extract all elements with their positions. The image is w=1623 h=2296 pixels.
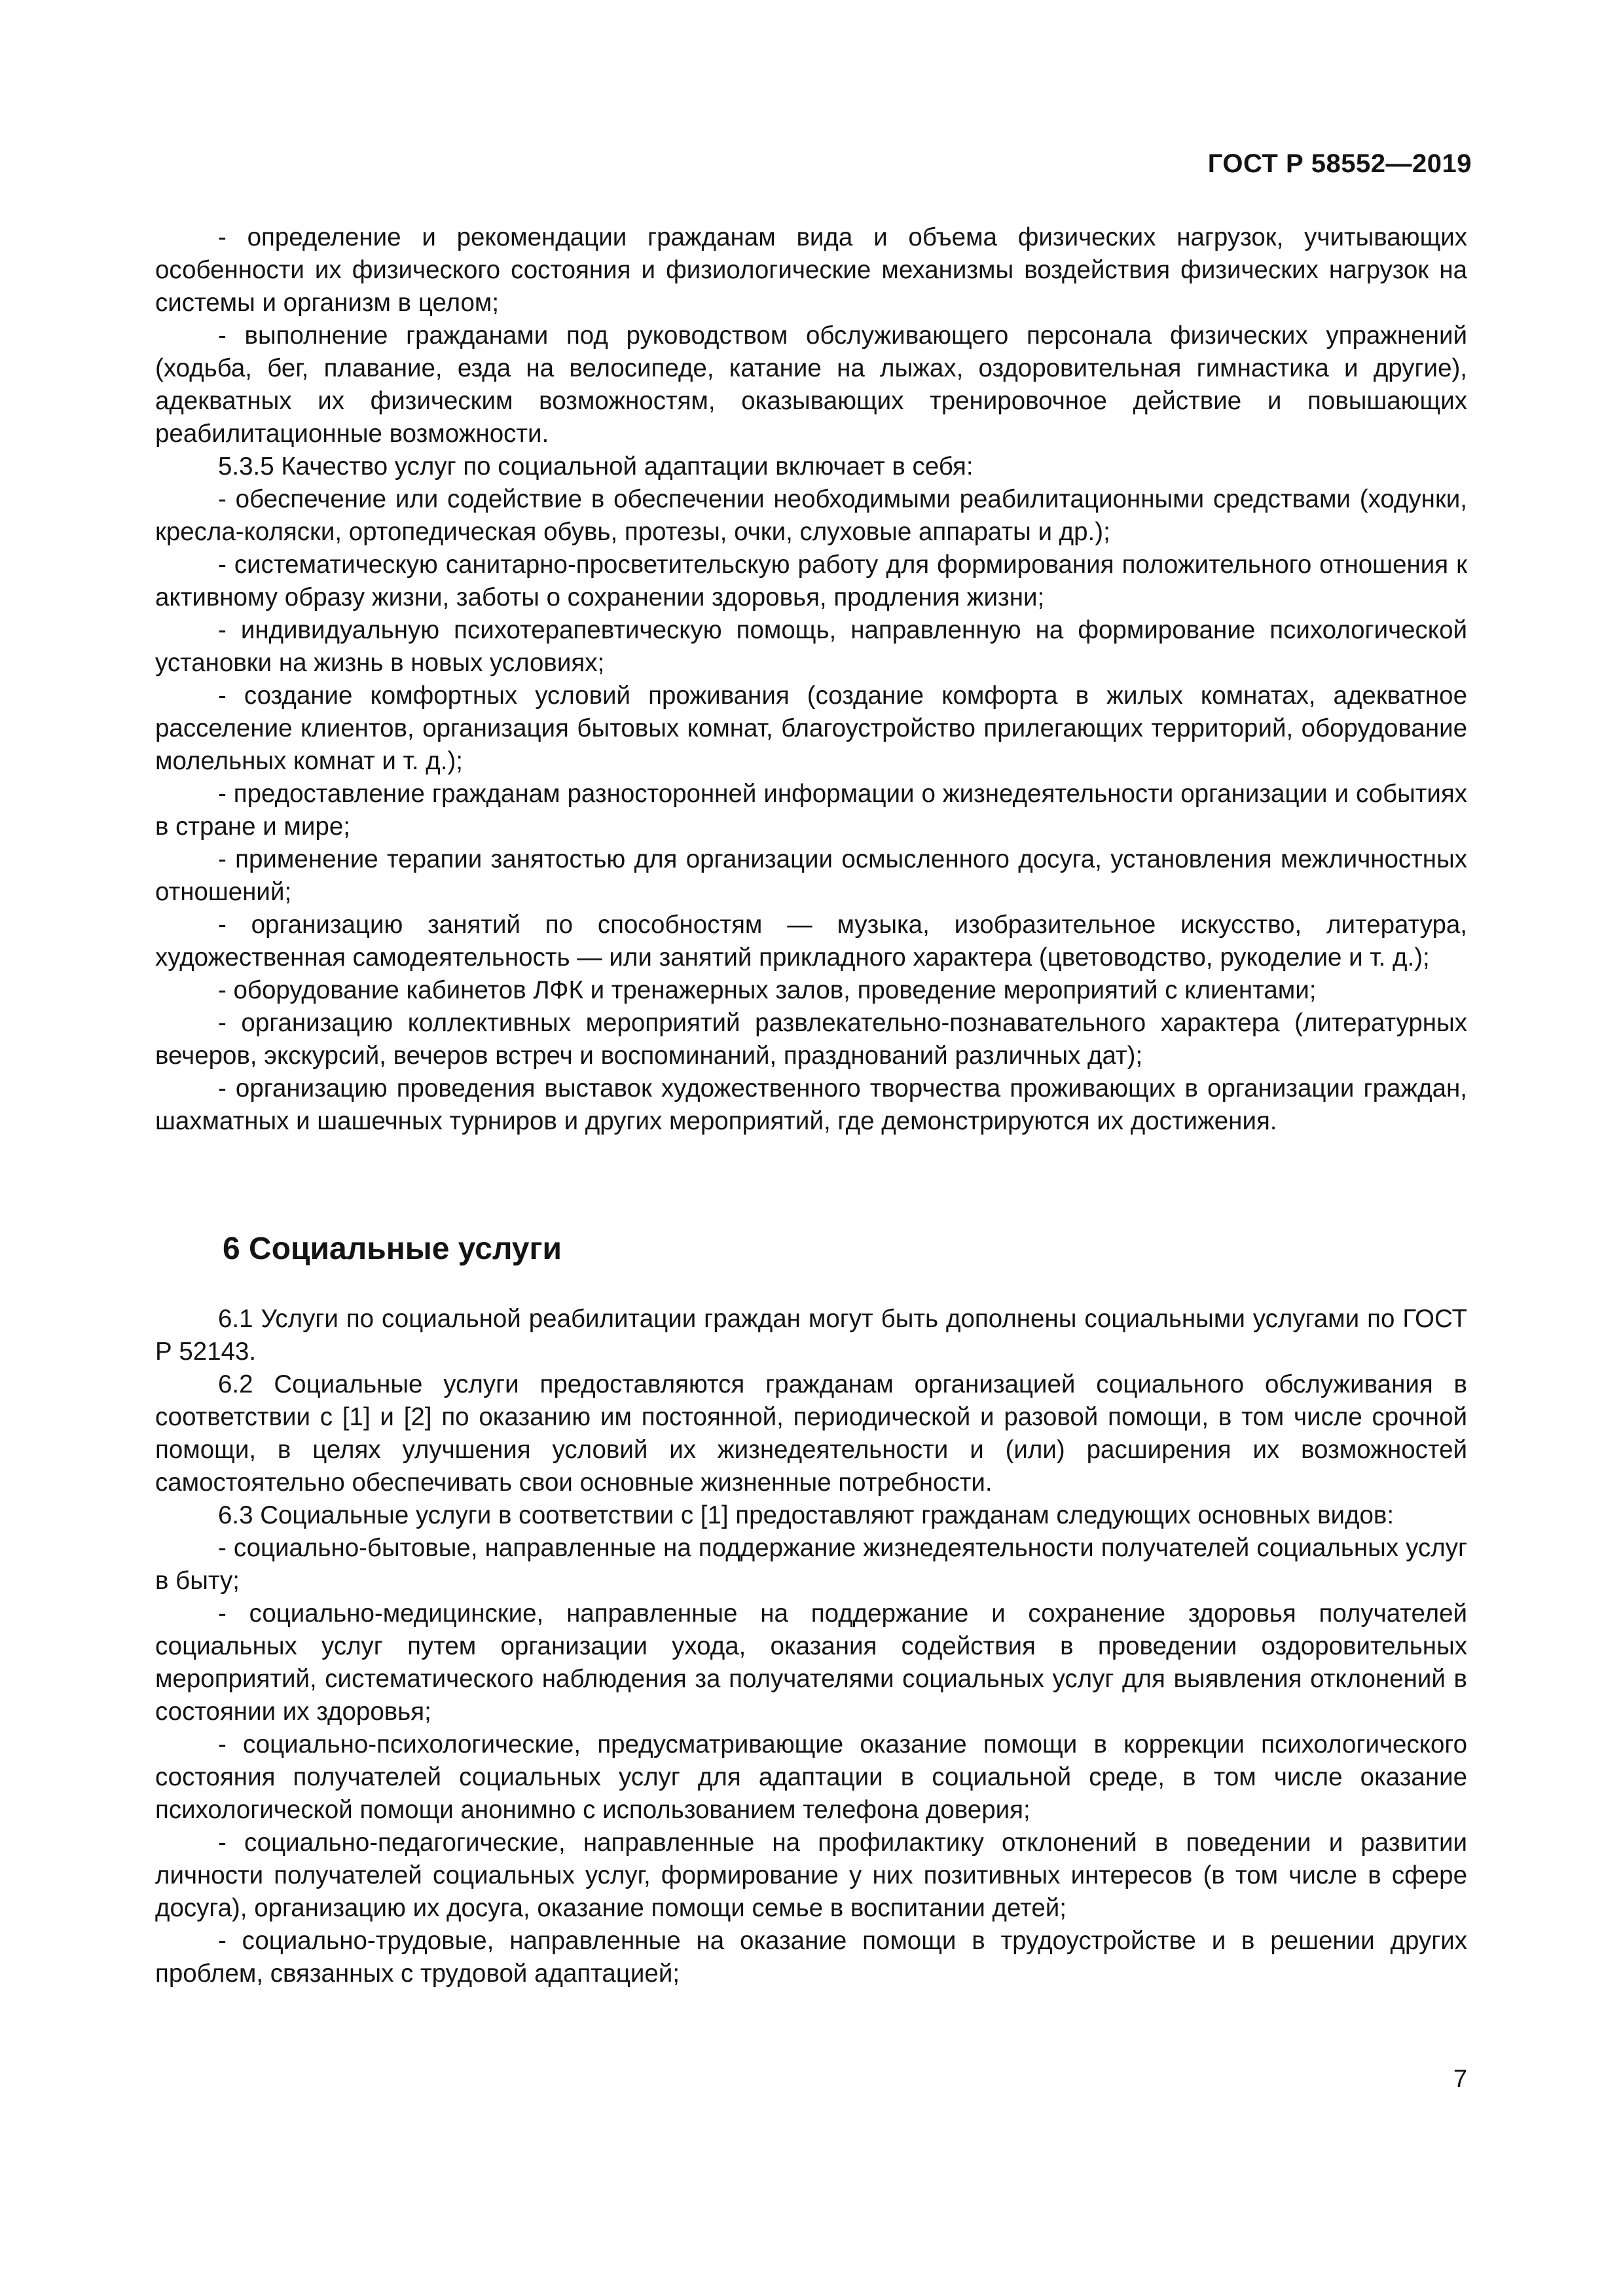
- paragraph: - систематическую санитарно-просветительскую работу для формирования положительного отношения к активному образу жизни, заботы о сохранении здоровья, продления жизни;: [155, 551, 1467, 611]
- paragraph: 6.3 Социальные услуги в соответствии с [1] предоставляют гражданам следующих основных видов:: [218, 1501, 1395, 1529]
- paragraph: - создание комфортных условий проживания (создание комфорта в жилых комнатах, адекватное расселение клиентов, организация бытовых комнат, благоустройство прилегающих территорий, оборудование молельных комнат и т. д.);: [155, 682, 1467, 775]
- paragraph: - организацию коллективных мероприятий развлекательно-познавательного характера (литературных вечеров, экскурсий, вечеров встреч и воспоминаний, празднований различных дат);: [155, 1009, 1467, 1070]
- paragraph: - социально-бытовые, направленные на поддержание жизнедеятельности получателей социальных услуг в быту;: [155, 1534, 1467, 1595]
- section-heading: 6 Социальные услуги: [223, 1231, 562, 1266]
- social-services-section: [155, 1303, 1467, 1990]
- paragraph: - определение и рекомендации гражданам вида и объема физических нагрузок, учитывающих особенности их физического состояния и физиологические механизмы воздействия физических нагрузок на системы и организм в целом;: [155, 223, 1467, 317]
- paragraph: - организацию проведения выставок художественного творчества проживающих в организации граждан, шахматных и шашечных турниров и других мероприятий, где демонстрируются их достижения.: [155, 1074, 1467, 1135]
- paragraph: 5.3.5 Качество услуг по социальной адаптации включает в себя:: [218, 452, 974, 481]
- paragraph: - социально-педагогические, направленные на профилактику отклонений в поведении и развитии личности получателей социальных услуг, формирование у них позитивных интересов (в том числе в сфере досуга), организацию их досуга, оказание помощи семье в воспитании детей;: [155, 1829, 1467, 1922]
- paragraph: - предоставление гражданам разносторонней информации о жизнедеятельности организации и событиях в стране и мире;: [155, 780, 1467, 841]
- paragraph: 6.2 Социальные услуги предоставляются гражданам организацией социального обслуживания в соответствии с [1] и [2] по оказанию им постоянной, периодической и разовой помощи, в том числе срочной помощи, в целях улучшения условий их жизнедеятельности и (или) расширения их возможностей самостоятельно обеспечивать свои основные жизненные потребности.: [155, 1370, 1467, 1497]
- page-number: 7: [1453, 2066, 1467, 2093]
- paragraph: - социально-медицинские, направленные на поддержание и сохранение здоровья получателей социальных услуг путем организации ухода, оказания содействия в проведении оздоровительных мероприятий, систематического наблюдения за получателями социальных услуг для выявления отклонений в состоянии их здоровья;: [155, 1599, 1467, 1726]
- quality-requirements-block: [155, 221, 1467, 1138]
- paragraph: - социально-трудовые, направленные на оказание помощи в трудоустройстве и в решении других проблем, связанных с трудовой адаптацией;: [155, 1927, 1467, 1988]
- paragraph: - индивидуальную психотерапевтическую помощь, направленную на формирование психологической установки на жизнь в новых условиях;: [155, 616, 1467, 677]
- paragraph: - обеспечение или содействие в обеспечении необходимыми реабилитационными средствами (ходунки, кресла-коляски, ортопедическая обувь, протезы, очки, слуховые аппараты и др.);: [155, 485, 1467, 546]
- standard-designation: ГОСТ Р 58552—2019: [1207, 149, 1472, 178]
- paragraph: - социально-психологические, предусматривающие оказание помощи в коррекции психологического состояния получателей социальных услуг для адаптации в социальной среде, в том числе оказание психологической помощи анонимно с использованием телефона доверия;: [155, 1730, 1467, 1824]
- paragraph: - применение терапии занятостью для организации осмысленного досуга, установления межличностных отношений;: [155, 845, 1467, 906]
- page-content: [155, 221, 1467, 1990]
- paragraph: 6.1 Услуги по социальной реабилитации граждан могут быть дополнены социальными услугами по ГОСТ Р 52143.: [155, 1305, 1467, 1366]
- paragraph: - организацию занятий по способностям — музыка, изобразительное искусство, литература, художественная самодеятельность — или занятий прикладного характера (цветоводство, рукоделие и т. д.);: [155, 911, 1467, 972]
- paragraph: - выполнение гражданами под руководством обслуживающего персонала физических упражнений (ходьба, бег, плавание, езда на велосипеде, катание на лыжах, оздоровительная гимнастика и другие), адекватных их физическим возможностям, оказывающих тренировочное действие и повышающих реабилитационные возможности.: [155, 321, 1467, 448]
- paragraph: - оборудование кабинетов ЛФК и тренажерных залов, проведение мероприятий с клиентами;: [218, 976, 1317, 1004]
